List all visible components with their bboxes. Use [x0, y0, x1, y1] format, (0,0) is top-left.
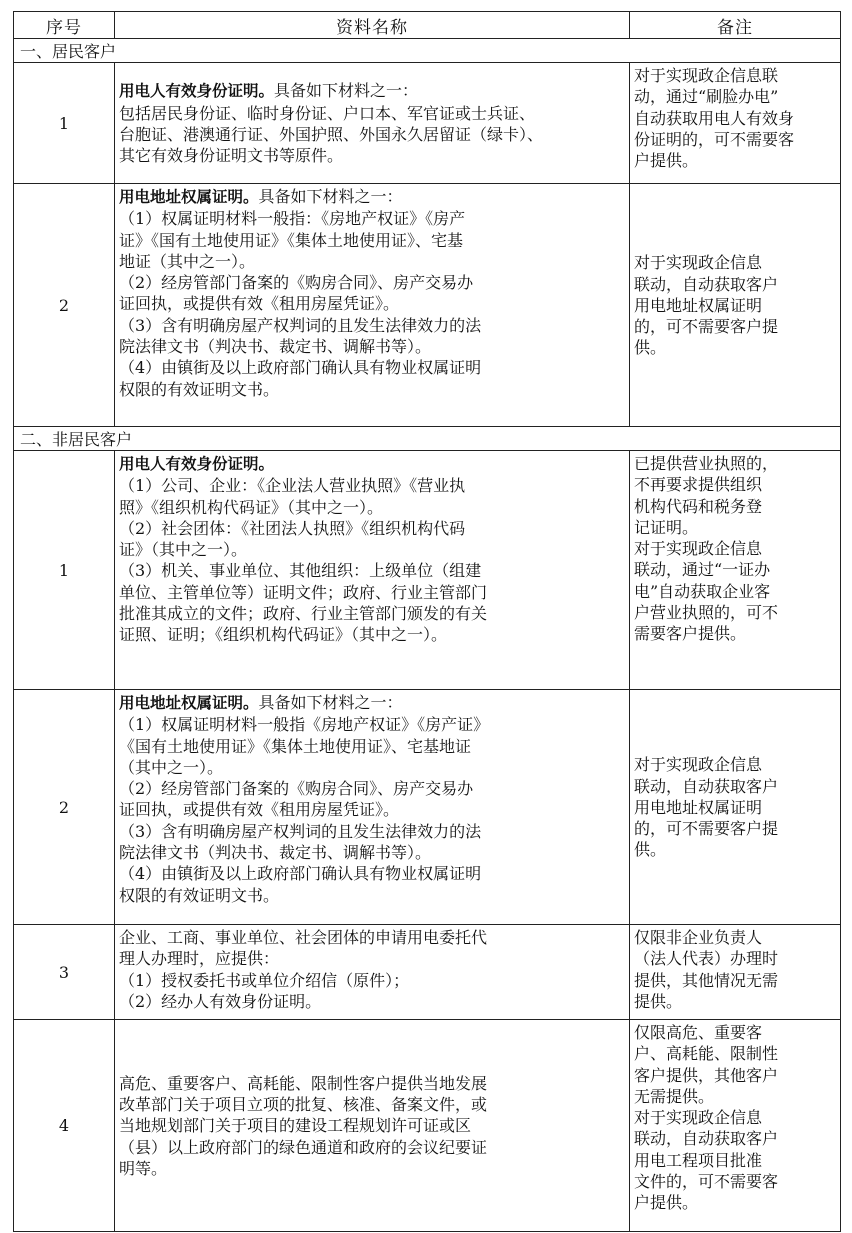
header-remarks: 备注	[630, 12, 841, 39]
material-heading: 用电地址权属证明。	[119, 188, 259, 206]
material-description	[115, 63, 630, 184]
remark-line: 份证明的，可不需要客	[634, 129, 795, 149]
remark-line: 仅限非企业负责人	[634, 928, 763, 947]
material-heading: 用电地址权属证明。	[119, 694, 259, 712]
remark-line: 仅限高危、重要客	[634, 1023, 763, 1042]
material-line: （1）权属证明材料一般指《房地产权证》《房产证》	[119, 715, 490, 735]
material-line: （其中之一）。	[119, 757, 224, 777]
material-line: 《国有土地使用证》《集体土地使用证》、宅基地证	[119, 736, 472, 756]
material-line: （4）由镇街及以上政府部门确认具有物业权属证明	[119, 358, 482, 378]
material-heading-tail: 具备如下材料之一：	[274, 81, 419, 101]
remark-line: 已提供营业执照的，	[634, 454, 779, 473]
material-line: （2）经办人有效身份证明。	[119, 991, 322, 1011]
remark-line: 记证明。	[634, 517, 699, 537]
materials-table	[13, 11, 841, 1232]
remark-cell	[630, 1020, 841, 1232]
material-line: （1）公司、企业：《企业法人营业执照》《营业执	[119, 476, 466, 496]
material-description	[115, 184, 630, 427]
remark-cell	[630, 451, 841, 690]
header-serial: 序号	[14, 12, 115, 39]
material-description	[115, 451, 630, 690]
material-line: （2）经房管部门备案的《购房合同》、房产交易办	[119, 779, 474, 799]
material-line: 证》《国有土地使用证》《集体土地使用证》、宅基	[119, 230, 464, 250]
remark-line: 对于实现政企信息	[634, 755, 763, 775]
material-description	[115, 925, 630, 1020]
header-material-name: 资料名称	[115, 12, 630, 39]
section-row	[14, 427, 841, 451]
material-line: 权限的有效证明文书。	[119, 379, 280, 399]
material-heading-line	[119, 692, 625, 714]
table-body	[14, 39, 841, 1232]
remark-line: 联动，自动获取客户	[634, 1129, 779, 1149]
row-number: 2	[14, 690, 115, 925]
remark-line: 提供。	[634, 991, 683, 1011]
table-row	[14, 1020, 841, 1232]
material-line: 单位、主管单位等）证明文件；政府、行业主管部门	[119, 582, 488, 602]
remark-line: 用电工程项目批准	[634, 1150, 763, 1170]
remark-cell	[630, 690, 841, 925]
material-line: （2）社会团体：《社团法人执照》《组织机构代码	[119, 518, 466, 538]
remark-line: 需要客户提供。	[634, 624, 747, 644]
row-number: 2	[14, 184, 115, 427]
material-line: （3）含有明确房屋产权判词的且发生法律效力的法	[119, 315, 482, 335]
material-line: 地证（其中之一）。	[119, 251, 256, 271]
material-line: （1）权属证明材料一般指：《房地产权证》《房产	[119, 209, 466, 229]
material-description	[115, 1020, 630, 1232]
table-row	[14, 451, 841, 690]
row-number: 4	[14, 1020, 115, 1232]
remark-line: 供。	[634, 338, 667, 358]
material-line: （县）以上政府部门的绿色通道和政府的会议纪要证	[119, 1137, 488, 1157]
remark-line: 的，可不需要客户提	[634, 317, 779, 337]
header-row	[14, 12, 841, 39]
remark-line: 对于实现政企信息	[634, 539, 763, 559]
material-heading-line	[119, 80, 625, 102]
material-line: 照》《组织机构代码证》（其中之一）。	[119, 497, 384, 517]
remark-line: 客户提供，其他客户	[634, 1065, 779, 1085]
remark-line: 联动，自动获取客户	[634, 274, 779, 294]
remark-line: （法人代表）办理时	[634, 949, 779, 969]
remark-line: 联动，通过“一证办	[634, 560, 771, 580]
remark-line: 动，通过“刷脸办电”	[634, 87, 779, 107]
material-line: 证》（其中之一）。	[119, 540, 248, 560]
material-heading-tail: 具备如下材料之一：	[258, 693, 403, 712]
material-description	[115, 690, 630, 925]
remark-line: 户提供。	[634, 1193, 699, 1213]
remark-line: 用电地址权属证明	[634, 797, 763, 817]
row-number: 1	[14, 63, 115, 184]
remark-line: 无需提供。	[634, 1086, 715, 1106]
material-line: 理人办理时，应提供：	[119, 949, 280, 969]
document	[13, 11, 840, 1232]
table-row	[14, 690, 841, 925]
remark-line: 户提供。	[634, 151, 699, 171]
section-title: 二、非居民客户	[14, 427, 841, 451]
material-line: （2）经房管部门备案的《购房合同》、房产交易办	[119, 273, 474, 293]
material-line: 包括居民身份证、临时身份证、户口本、军官证或士兵证、	[119, 103, 536, 123]
table-row	[14, 63, 841, 184]
remark-cell	[630, 184, 841, 427]
remark-line: 户营业执照的，可不	[634, 603, 779, 623]
table-row	[14, 184, 841, 427]
material-heading-line	[119, 453, 625, 475]
remark-line: 不再要求提供组织	[634, 475, 763, 495]
remark-line: 供。	[634, 840, 667, 860]
remark-line: 文件的，可不需要客	[634, 1172, 779, 1192]
material-line: 证回执，或提供有效《租用房屋凭证》。	[119, 800, 400, 820]
remark-line: 提供，其他情况无需	[634, 970, 779, 990]
section-title: 一、居民客户	[14, 39, 841, 63]
material-heading: 用电人有效身份证明。	[119, 455, 275, 473]
remark-cell	[630, 63, 841, 184]
material-line: 企业、工商、事业单位、社会团体的申请用电委托代	[119, 928, 488, 947]
section-row	[14, 39, 841, 63]
row-number: 1	[14, 451, 115, 690]
remark-cell	[630, 925, 841, 1020]
material-line: 权限的有效证明文书。	[119, 885, 280, 905]
row-number: 3	[14, 925, 115, 1020]
material-line: 证回执，或提供有效《租用房屋凭证》。	[119, 294, 400, 314]
material-line: 批准其成立的文件；政府、行业主管部门颁发的有关	[119, 604, 488, 624]
material-line: 当地规划部门关于项目的建设工程规划许可证或区	[119, 1116, 472, 1136]
material-line: 其它有效身份证明文书等原件。	[119, 146, 344, 166]
material-line: （3）机关、事业单位、其他组织：上级单位（组建	[119, 561, 482, 581]
material-heading-line	[119, 186, 625, 208]
remark-line: 机构代码和税务登	[634, 496, 763, 516]
material-line: （3）含有明确房屋产权判词的且发生法律效力的法	[119, 821, 482, 841]
material-line: 高危、重要客户、高耗能、限制性客户提供当地发展	[119, 1073, 488, 1093]
material-line: 院法律文书（判决书、裁定书、调解书等）。	[119, 843, 432, 863]
material-line: 证照、证明；《组织机构代码证》（其中之一）。	[119, 625, 448, 645]
remark-line: 联动，自动获取客户	[634, 776, 779, 796]
material-heading: 用电人有效身份证明。	[119, 82, 275, 101]
remark-line: 电”自动获取企业客	[634, 581, 771, 601]
remark-line: 对于实现政企信息	[634, 1108, 763, 1128]
material-heading-tail: 具备如下材料之一：	[258, 187, 403, 206]
material-line: 台胞证、港澳通行证、外国护照、外国永久居留证（绿卡）、	[119, 125, 544, 144]
table-row	[14, 925, 841, 1020]
remark-line: 对于实现政企信息联	[634, 66, 779, 85]
material-line: 明等。	[119, 1158, 168, 1178]
remark-line: 用电地址权属证明	[634, 295, 763, 315]
material-line: 改革部门关于项目立项的批复、核准、备案文件，或	[119, 1095, 488, 1115]
material-line: 院法律文书（判决书、裁定书、调解书等）。	[119, 337, 432, 357]
remark-line: 自动获取用电人有效身	[634, 108, 795, 128]
material-line: （4）由镇街及以上政府部门确认具有物业权属证明	[119, 864, 482, 884]
material-line: （1）授权委托书或单位介绍信（原件）；	[119, 970, 410, 990]
remark-line: 的，可不需要客户提	[634, 819, 779, 839]
remark-line: 户、高耗能、限制性	[634, 1044, 779, 1064]
remark-line: 对于实现政企信息	[634, 253, 763, 273]
